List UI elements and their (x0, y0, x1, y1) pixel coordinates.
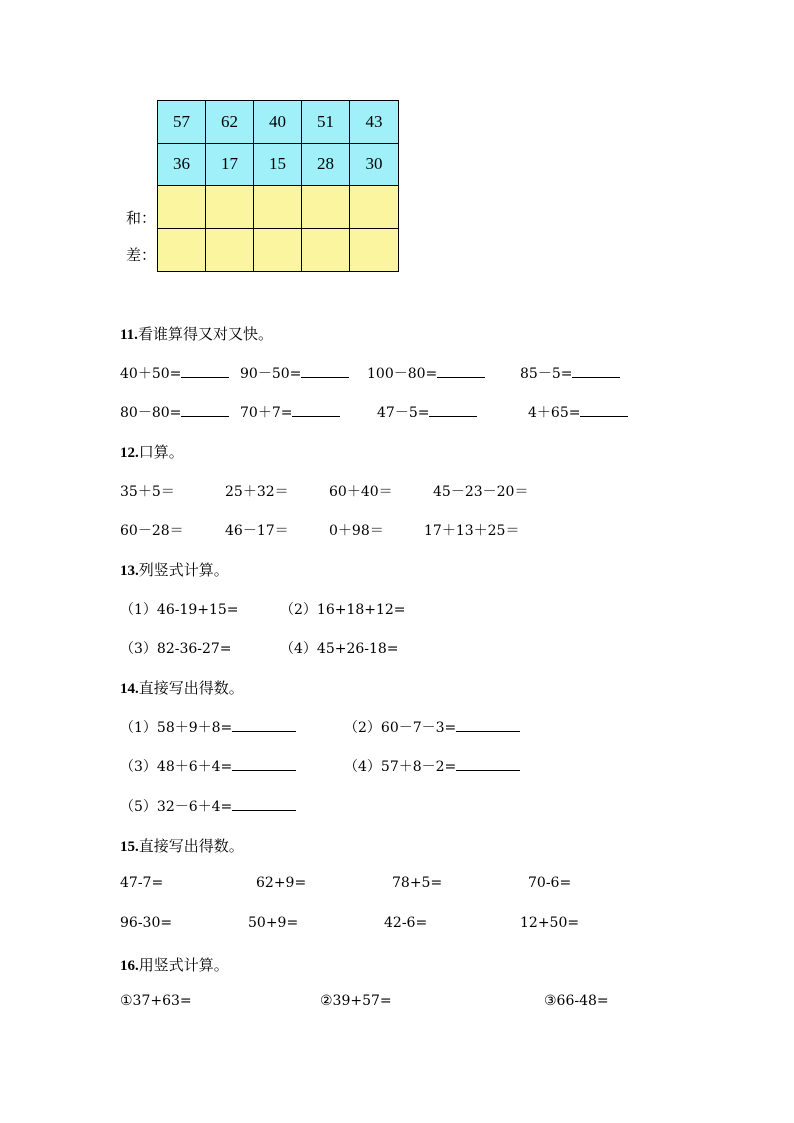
equation-text: （4）57＋8－2= (344, 759, 457, 775)
question-number: 14. (120, 681, 139, 697)
equation-item: 42-6= (384, 915, 428, 931)
equation-text: 90－50= (240, 366, 302, 382)
equation-text: 100－80= (367, 366, 438, 382)
question-11-heading (120, 323, 273, 344)
equation-item (120, 363, 229, 383)
table-cell: 57 (158, 101, 206, 144)
equation-item: 96-30= (120, 915, 173, 931)
question-12-heading (120, 441, 184, 462)
equation-item: （4）45+26-18= (280, 641, 399, 657)
table-cell: 62 (206, 101, 254, 144)
equation-text: 47－5= (377, 405, 430, 421)
equation-text: （2）60－7－3= (344, 720, 457, 736)
answer-blank[interactable] (429, 404, 477, 417)
answer-blank[interactable] (456, 758, 520, 771)
equation-item (120, 796, 296, 816)
equation-text: （3）48＋6＋4= (120, 759, 233, 775)
difference-answer-cell[interactable] (350, 229, 398, 272)
question-15-heading (120, 835, 244, 856)
equation-text: 85－5= (520, 366, 573, 382)
equation-item: 17＋13＋25＝ (424, 523, 520, 539)
question-number: 11. (120, 327, 138, 343)
table-cell: 17 (206, 144, 254, 187)
answer-blank[interactable] (292, 404, 340, 417)
difference-answer-cell[interactable] (158, 229, 206, 272)
question-title: 看谁算得又对又快。 (137, 325, 273, 343)
equation-item: 50+9= (248, 915, 299, 931)
answer-blank[interactable] (580, 404, 628, 417)
sum-answer-cell[interactable] (350, 186, 398, 229)
question-title: 口算。 (138, 443, 184, 461)
equation-item: 45－23－20＝ (433, 484, 529, 500)
sum-answer-cell[interactable] (206, 186, 254, 229)
equation-text: （5）32－6＋4= (120, 799, 233, 815)
equation-item: 35＋5＝ (120, 484, 175, 500)
equation-text: 40＋50= (120, 366, 182, 382)
equation-item (528, 402, 628, 422)
question-title: 直接写出得数。 (138, 837, 244, 855)
equation-item (520, 363, 620, 383)
equation-item (120, 756, 296, 776)
table-cell: 51 (302, 101, 350, 144)
sum-answer-cell[interactable] (302, 186, 350, 229)
answer-blank[interactable] (232, 719, 296, 732)
sum-answer-cell[interactable] (254, 186, 302, 229)
question-title: 用竖式计算。 (138, 956, 229, 974)
question-13-heading (120, 559, 229, 580)
table-cell: 15 (254, 144, 302, 187)
equation-item (344, 717, 520, 737)
answer-blank[interactable] (181, 365, 229, 378)
answer-blank[interactable] (181, 404, 229, 417)
equation-item (240, 402, 340, 422)
question-14-heading (120, 677, 244, 698)
table-cell: 28 (302, 144, 350, 187)
equation-item: ②39+57= (320, 993, 392, 1009)
equation-item: （3）82-36-27= (120, 641, 232, 657)
equation-item: 0＋98＝ (329, 523, 384, 539)
equation-text: 70＋7= (240, 405, 293, 421)
question-number: 12. (120, 445, 139, 461)
question-number: 16. (120, 958, 139, 974)
equation-item (377, 402, 477, 422)
answer-blank[interactable] (572, 365, 620, 378)
equation-item: （2）16+18+12= (280, 602, 406, 618)
sum-answer-cell[interactable] (158, 186, 206, 229)
equation-item: 46－17＝ (225, 523, 289, 539)
equation-item: （1）46-19+15= (120, 602, 239, 618)
sum-difference-table (157, 100, 399, 272)
difference-row-label: 差： (126, 246, 157, 264)
equation-item: ①37+63= (120, 993, 192, 1009)
equation-item: 78+5= (392, 875, 443, 891)
equation-text: 4＋65= (528, 405, 581, 421)
question-16-heading (120, 954, 229, 975)
question-number: 13. (120, 563, 139, 579)
equation-item (120, 402, 229, 422)
difference-answer-cell[interactable] (302, 229, 350, 272)
answer-blank[interactable] (232, 798, 296, 811)
difference-answer-cell[interactable] (254, 229, 302, 272)
difference-answer-cell[interactable] (206, 229, 254, 272)
equation-item: 60－28＝ (120, 523, 184, 539)
table-cell: 30 (350, 144, 398, 187)
equation-text: （1）58＋9＋8= (120, 720, 233, 736)
table-cell: 43 (350, 101, 398, 144)
answer-blank[interactable] (437, 365, 485, 378)
answer-blank[interactable] (301, 365, 349, 378)
equation-item (120, 717, 296, 737)
equation-text: 80－80= (120, 405, 182, 421)
answer-blank[interactable] (232, 758, 296, 771)
question-title: 列竖式计算。 (138, 561, 229, 579)
equation-item: 25＋32＝ (225, 484, 289, 500)
equation-item: 62+9= (256, 875, 307, 891)
equation-item (344, 756, 520, 776)
table-cell: 36 (158, 144, 206, 187)
equation-item: ③66-48= (544, 993, 609, 1009)
equation-item (240, 363, 349, 383)
equation-item (367, 363, 485, 383)
equation-item: 12+50= (520, 915, 580, 931)
question-title: 直接写出得数。 (138, 679, 244, 697)
equation-item: 47-7= (120, 875, 164, 891)
equation-item: 60＋40＝ (329, 484, 393, 500)
table-cell: 40 (254, 101, 302, 144)
sum-row-label: 和： (126, 209, 157, 227)
answer-blank[interactable] (456, 719, 520, 732)
equation-item: 70-6= (528, 875, 572, 891)
question-number: 15. (120, 839, 139, 855)
